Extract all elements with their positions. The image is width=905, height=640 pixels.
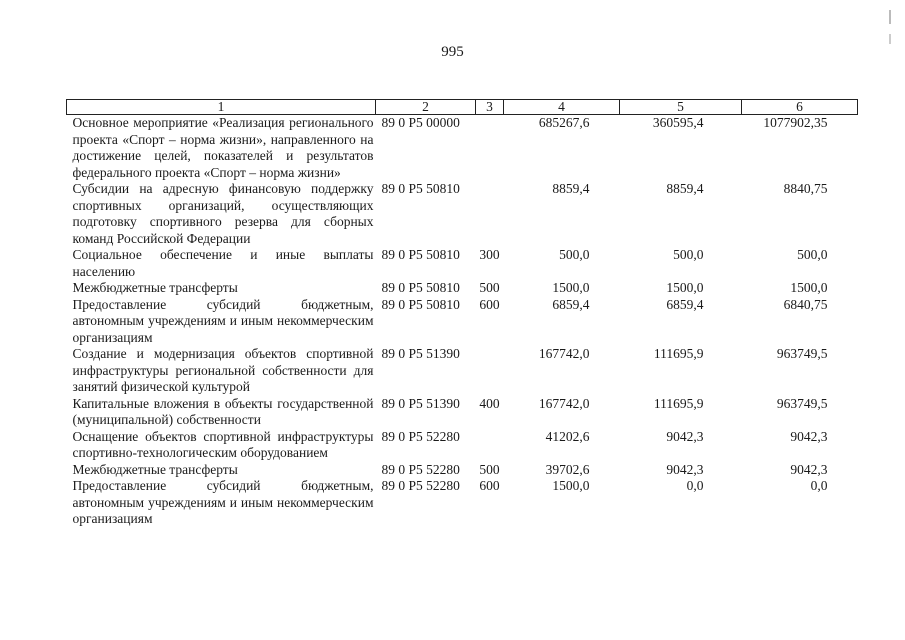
scan-edge-mark (889, 34, 891, 44)
row-value-col5: 360595,4 (652, 115, 704, 130)
row-vr-code: 500 (479, 280, 500, 295)
header-col-2: 2 (376, 100, 476, 115)
header-col-5: 5 (620, 100, 742, 115)
row-value-col5: 111695,9 (653, 395, 704, 411)
row-value-col4: 167742,0 (538, 395, 590, 411)
row-value-col6: 8840,75 (783, 181, 828, 196)
row-csr-code: 89 0 P5 51390 (381, 395, 460, 411)
row-csr-code: 89 0 P5 50810 (381, 280, 460, 295)
row-value-col5: 8859,4 (666, 181, 704, 196)
row-csr-code: 89 0 P5 50810 (381, 296, 460, 312)
table-row (67, 346, 858, 396)
table-row (67, 115, 858, 182)
row-name: Социальное обеспечение и иные выплаты населению (72, 247, 374, 279)
row-value-col4: 167742,0 (538, 346, 590, 361)
row-csr-code: 89 0 P5 00000 (381, 115, 460, 130)
row-value-col5: 0,0 (686, 478, 704, 493)
table-row (67, 181, 858, 247)
row-value-col5: 9042,3 (666, 461, 704, 477)
row-value-col6: 963749,5 (776, 395, 828, 411)
row-name: Капитальные вложения в объекты государственной (муниципальной) собственности (72, 395, 374, 427)
row-value-col6: 9042,3 (790, 428, 828, 444)
table-row (67, 462, 858, 479)
header-col-1: 1 (67, 100, 376, 115)
header-row (67, 100, 858, 115)
row-vr-code: 500 (479, 461, 500, 477)
row-csr-code: 89 0 P5 50810 (381, 247, 460, 262)
row-vr-code (476, 429, 504, 462)
row-name: Предоставление субсидий бюджетным, автономным учреждениям и иным некоммерческим организациям (72, 296, 374, 345)
row-value-col4: 1500,0 (552, 478, 590, 493)
row-value-col4: 500,0 (559, 247, 590, 262)
table-row (67, 280, 858, 297)
row-name: Предоставление субсидий бюджетным, автономным учреждениям и иным некоммерческим организациям (72, 478, 374, 526)
budget-table (66, 99, 858, 528)
row-csr-code: 89 0 P5 52280 (381, 478, 460, 493)
row-vr-code (476, 115, 504, 182)
row-vr-code: 400 (479, 395, 500, 411)
table-row (67, 297, 858, 347)
row-name: Субсидии на адресную финансовую поддержку спортивных организаций, осуществляющих подготовку спортивного резерва для сборных команд Российской Федерации (72, 181, 374, 246)
row-vr-code: 600 (479, 478, 500, 493)
row-value-col5: 111695,9 (653, 346, 704, 361)
row-value-col4: 6859,4 (552, 296, 590, 312)
row-value-col6: 0,0 (810, 478, 828, 493)
table-row (67, 478, 858, 528)
row-name: Межбюджетные трансферты (72, 280, 238, 295)
row-value-col6: 1500,0 (790, 280, 828, 295)
row-value-col6: 1077902,35 (763, 115, 828, 130)
row-value-col4: 685267,6 (538, 115, 590, 130)
row-csr-code: 89 0 P5 52280 (381, 461, 460, 477)
row-name: Оснащение объектов спортивной инфраструктуры спортивно-технологическим оборудованием (72, 428, 374, 460)
row-value-col5: 9042,3 (666, 428, 704, 444)
row-value-col4: 1500,0 (552, 280, 590, 295)
row-csr-code: 89 0 P5 51390 (381, 346, 460, 361)
row-value-col6: 500,0 (797, 247, 828, 262)
row-value-col6: 6840,75 (783, 296, 828, 312)
row-vr-code (476, 346, 504, 396)
row-csr-code: 89 0 P5 52280 (381, 428, 460, 444)
header-col-6: 6 (742, 100, 858, 115)
row-value-col4: 39702,6 (545, 461, 590, 477)
row-vr-code (476, 181, 504, 247)
row-value-col4: 41202,6 (545, 428, 590, 444)
row-value-col4: 8859,4 (552, 181, 590, 196)
row-name: Основное мероприятие «Реализация регионального проекта «Спорт – норма жизни», направленного на достижение целей, показателей и результатов федерального проекта «Спорт – норма жизни» (72, 115, 374, 180)
row-value-col5: 500,0 (673, 247, 704, 262)
table-row (67, 429, 858, 462)
row-csr-code: 89 0 P5 50810 (381, 181, 460, 196)
row-value-col6: 9042,3 (790, 461, 828, 477)
row-name: Межбюджетные трансферты (72, 461, 238, 477)
row-value-col5: 1500,0 (666, 280, 704, 295)
scan-edge-mark (889, 10, 891, 24)
table-row (67, 247, 858, 280)
table-row (67, 396, 858, 429)
row-value-col6: 963749,5 (776, 346, 828, 361)
header-col-4: 4 (504, 100, 620, 115)
row-vr-code: 300 (479, 247, 500, 262)
row-name: Создание и модернизация объектов спортивной инфраструктуры региональной собственности для занятий физической культурой (72, 346, 374, 394)
page-number: 995 (441, 44, 464, 60)
row-value-col5: 6859,4 (666, 296, 704, 312)
header-col-3: 3 (476, 100, 504, 115)
row-vr-code: 600 (479, 296, 500, 312)
